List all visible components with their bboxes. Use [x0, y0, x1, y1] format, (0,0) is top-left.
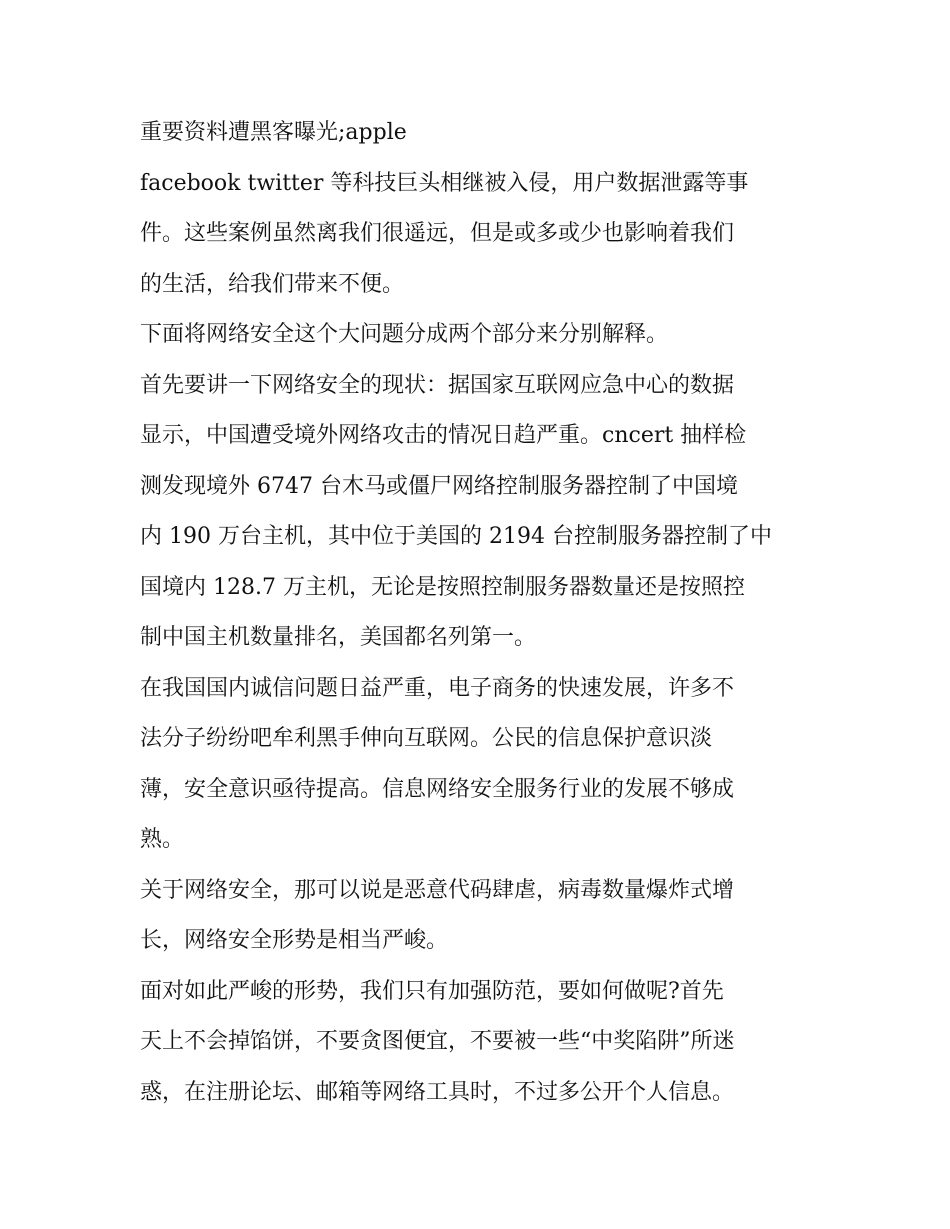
paragraph-2: facebook twitter 等科技巨头相继被入侵，用户数据泄露等事 件。这些案例虽然离我们很遥远，但是或多或少也影响着我们 的生活，给我们带来不便。	[140, 170, 749, 297]
paragraph-1: 重要资料遭黑客曝光;apple	[140, 120, 407, 145]
paragraph-6: 关于网络安全，那可以说是恶意代码肆虐，病毒数量爆炸式增 长，网络安全形势是相当严峻。	[140, 877, 735, 953]
paragraph-7: 面对如此严峻的形势，我们只有加强防范，要如何做呢?首先 天上不会掉馅饼，不要贪图便宜，不要被一些“中奖陷阱”所迷 惑，在注册论坛、邮箱等网络工具时，不过多公开个人信息。	[140, 978, 735, 1105]
paragraph-4: 首先要讲一下网络安全的现状：据国家互联网应急中心的数据 显示，中国遭受境外网络攻击的情况日趋严重。cncert 抽样检 测发现境外 6747 台木马或僵尸网络控制服务器控制了中国境 内 190 万台主机，其中位于美国的 2194 台控制服务器控制了中 国境内 128.7 万主机，无论是按照控制服务器数量还是按照控 制中国主机数量排名，美国都名列第一。	[140, 372, 772, 650]
paragraph-3: 下面将网络安全这个大问题分成两个部分来分别解释。	[140, 322, 669, 347]
document-body	[140, 108, 820, 1118]
paragraph-5: 在我国国内诚信问题日益严重，电子商务的快速发展，许多不 法分子纷纷吧牟利黑手伸向互联网。公民的信息保护意识淡 薄，安全意识亟待提高。信息网络安全服务行业的发展不够成 熟。	[140, 675, 735, 852]
